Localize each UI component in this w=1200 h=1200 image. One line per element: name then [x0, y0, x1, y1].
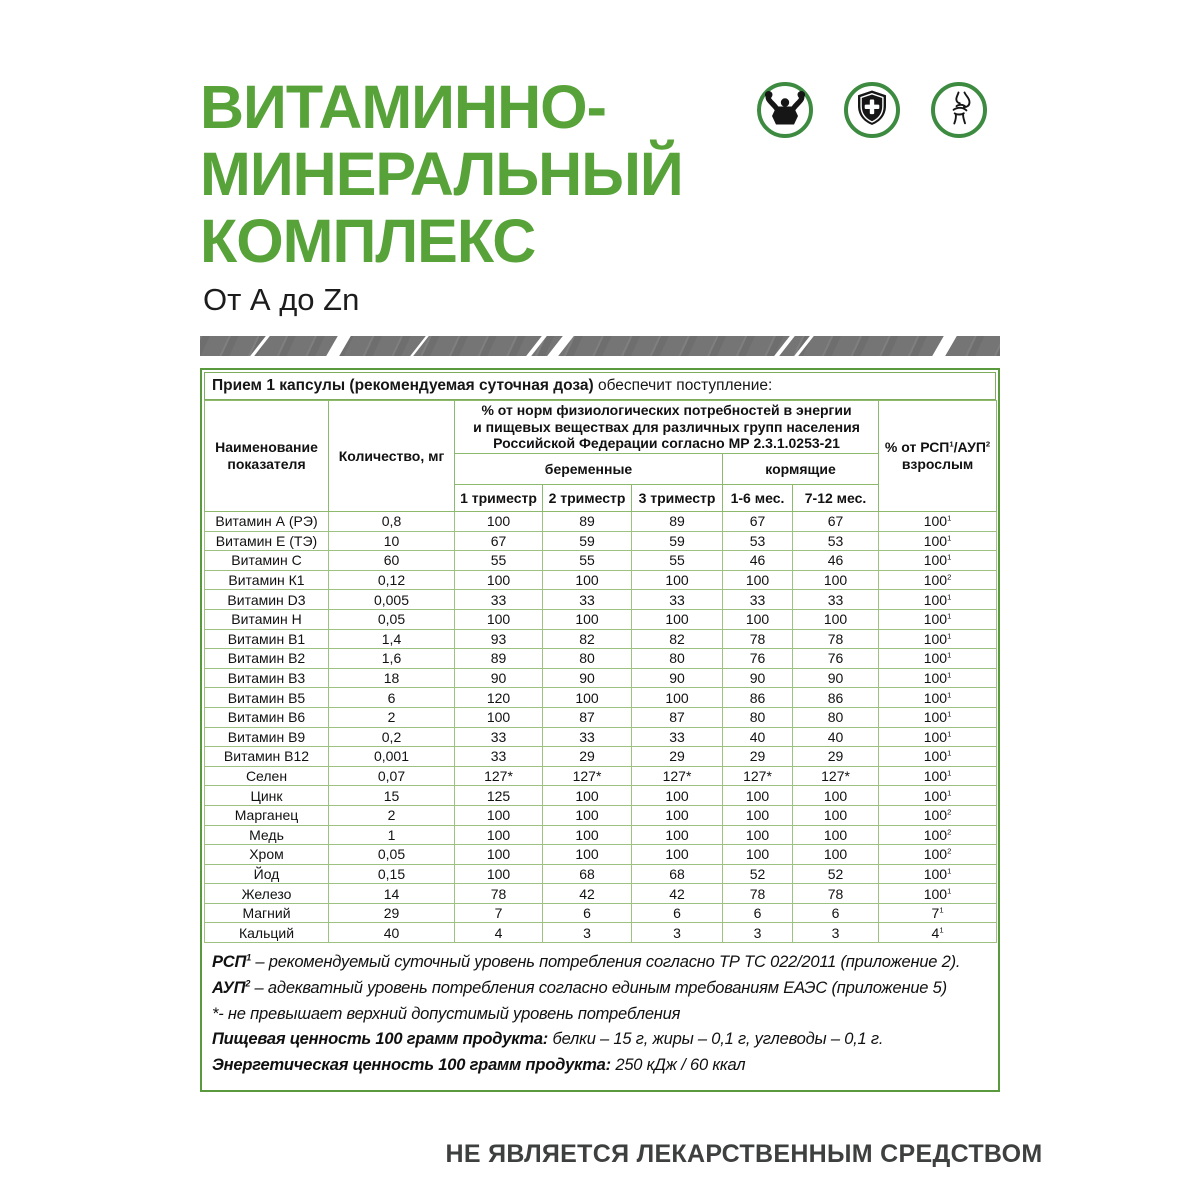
table-row: [205, 884, 997, 904]
intake-intro-rest: обеспечит поступление:: [593, 377, 773, 394]
norms-header-line: Российской Федерации согласно МР 2.3.1.0253-21: [493, 435, 840, 452]
rsp-cell: $7^1$: [879, 903, 997, 923]
col-header-trimester-3: 3 триместр: [632, 485, 723, 512]
subtitle: От А до Zn: [203, 282, 360, 317]
amount-cell: 10: [329, 531, 455, 551]
amount-cell: 1,4: [329, 629, 455, 649]
percent-cell: 55: [543, 551, 632, 571]
table-row: [205, 786, 997, 806]
rsp-cell: $100^2$: [879, 570, 997, 590]
rsp-cell: $100^1$: [879, 688, 997, 708]
percent-cell: 80: [793, 707, 879, 727]
rsp-cell: $100^1$: [879, 747, 997, 767]
percent-cell: 89: [455, 649, 543, 669]
percent-cell: 100: [455, 512, 543, 532]
percent-cell: 90: [793, 668, 879, 688]
metal-slash: [405, 336, 433, 356]
table-row: [205, 845, 997, 865]
percent-cell: 33: [455, 747, 543, 767]
percent-cell: 76: [793, 649, 879, 669]
amount-cell: 0,8: [329, 512, 455, 532]
rsp-header-line1: [879, 439, 996, 456]
amount-cell: 60: [329, 551, 455, 571]
percent-cell: 3: [632, 923, 723, 943]
indicator-name-cell: Витамин В1: [205, 629, 329, 649]
rsp-cell: $100^1$: [879, 786, 997, 806]
percent-cell: 52: [793, 864, 879, 884]
percent-cell: 6: [793, 903, 879, 923]
indicator-name-cell: Витамин Н: [205, 609, 329, 629]
col-header-months-7-12: 7-12 мес.: [793, 485, 879, 512]
percent-cell: 33: [455, 727, 543, 747]
rsp-prefix: % от РСП: [884, 439, 950, 455]
percent-cell: 100: [455, 609, 543, 629]
percent-cell: 127*: [632, 766, 723, 786]
rsp-cell: $100^1$: [879, 609, 997, 629]
rsp-cell: $100^2$: [879, 845, 997, 865]
col-header-nursing: кормящие: [723, 454, 879, 485]
metal-slash: [929, 336, 960, 356]
percent-cell: 33: [723, 590, 793, 610]
col-header-trimester-1: 1 триместр: [455, 485, 543, 512]
table-row: [205, 531, 997, 551]
joint-icon: [930, 81, 988, 139]
rsp-cell: $100^1$: [879, 551, 997, 571]
amount-cell: 0,05: [329, 609, 455, 629]
percent-cell: 29: [632, 747, 723, 767]
percent-cell: 42: [543, 884, 632, 904]
percent-cell: 46: [793, 551, 879, 571]
amount-cell: 1,6: [329, 649, 455, 669]
percent-cell: 100: [632, 688, 723, 708]
percent-cell: 68: [632, 864, 723, 884]
percent-cell: 127*: [723, 766, 793, 786]
nutrition-table: [204, 400, 997, 943]
amount-cell: 40: [329, 923, 455, 943]
percent-cell: 6: [632, 903, 723, 923]
rsp-cell: $100^1$: [879, 512, 997, 532]
percent-cell: 100: [543, 786, 632, 806]
percent-cell: 100: [455, 845, 543, 865]
indicator-name-cell: Железо: [205, 884, 329, 904]
percent-cell: 100: [455, 864, 543, 884]
table-body: [205, 512, 997, 943]
footnote-line: АУП$^2$ – адекватный уровень потребления согласно единым требованиям ЕАЭС (приложение 5): [212, 978, 947, 997]
indicator-name-cell: Витамин Е (ТЭ): [205, 531, 329, 551]
table-row: [205, 903, 997, 923]
percent-cell: 100: [543, 825, 632, 845]
amount-cell: 2: [329, 707, 455, 727]
amount-cell: 14: [329, 884, 455, 904]
percent-cell: 40: [723, 727, 793, 747]
percent-cell: 29: [793, 747, 879, 767]
percent-cell: 87: [543, 707, 632, 727]
percent-cell: 100: [455, 805, 543, 825]
percent-cell: 89: [543, 512, 632, 532]
percent-cell: 100: [723, 825, 793, 845]
percent-cell: 78: [723, 629, 793, 649]
intake-intro-bold: Прием 1 капсулы (рекомендуемая суточная доза): [212, 377, 594, 394]
amount-cell: 15: [329, 786, 455, 806]
percent-cell: 86: [723, 688, 793, 708]
percent-cell: 59: [632, 531, 723, 551]
nutrition-info-box: [200, 368, 1000, 1092]
percent-cell: 6: [543, 903, 632, 923]
metal-slash: [789, 336, 818, 356]
indicator-name-cell: Марганец: [205, 805, 329, 825]
rsp-cell: $100^1$: [879, 531, 997, 551]
rsp-cell: $100^1$: [879, 766, 997, 786]
table-row: [205, 629, 997, 649]
benefit-icons: [756, 81, 988, 139]
indicator-name-cell: Магний: [205, 903, 329, 923]
indicator-name-cell: Витамин В9: [205, 727, 329, 747]
percent-cell: 78: [455, 884, 543, 904]
table-row: [205, 609, 997, 629]
percent-cell: 100: [632, 609, 723, 629]
percent-cell: 33: [632, 590, 723, 610]
percent-cell: 93: [455, 629, 543, 649]
rsp-cell: $100^1$: [879, 727, 997, 747]
percent-cell: 100: [632, 786, 723, 806]
percent-cell: 89: [632, 512, 723, 532]
percent-cell: 80: [543, 649, 632, 669]
amount-cell: 0,05: [329, 845, 455, 865]
percent-cell: 90: [632, 668, 723, 688]
footnote-line: *- не превышает верхний допустимый уровень потребления: [212, 1004, 681, 1023]
percent-cell: 80: [632, 649, 723, 669]
rsp-cell: $100^1$: [879, 590, 997, 610]
percent-cell: 29: [723, 747, 793, 767]
rsp-cell: $100^1$: [879, 707, 997, 727]
percent-cell: 100: [632, 825, 723, 845]
percent-cell: 55: [632, 551, 723, 571]
percent-cell: 100: [632, 805, 723, 825]
indicator-name-cell: Витамин В12: [205, 747, 329, 767]
col-header-norms-group: [455, 401, 879, 454]
amount-cell: 0,005: [329, 590, 455, 610]
table-row: [205, 825, 997, 845]
table-row: [205, 923, 997, 943]
metal-slash: [245, 336, 274, 356]
percent-cell: 100: [543, 688, 632, 708]
amount-cell: 0,2: [329, 727, 455, 747]
footnote-line: РСП$^1$ – рекомендуемый суточный уровень потребления согласно ТР ТС 022/2011 (приложение 2).: [212, 952, 961, 972]
percent-cell: 125: [455, 786, 543, 806]
page-title-line: ВИТАМИННО-: [200, 73, 606, 141]
indicator-name-cell: Витамин А (РЭ): [205, 512, 329, 532]
percent-cell: 7: [455, 903, 543, 923]
table-row: [205, 570, 997, 590]
intake-intro: [204, 372, 996, 400]
percent-cell: 90: [455, 668, 543, 688]
percent-cell: 67: [455, 531, 543, 551]
shield-plus-icon: [843, 81, 901, 139]
metal-slash: [323, 336, 354, 356]
page-title-line: МИНЕРАЛЬНЫЙ: [200, 140, 683, 208]
rsp-cell: $100^1$: [879, 884, 997, 904]
indicator-name-cell: Витамин D3: [205, 590, 329, 610]
col-header-amount: Количество, мг: [329, 401, 455, 512]
amount-cell: 29: [329, 903, 455, 923]
percent-cell: 40: [793, 727, 879, 747]
percent-cell: 100: [793, 805, 879, 825]
indicator-name-cell: Кальций: [205, 923, 329, 943]
indicator-name-cell: Витамин С: [205, 551, 329, 571]
rsp-header-line2: взрослым: [901, 456, 974, 472]
percent-cell: 53: [723, 531, 793, 551]
percent-cell: 100: [793, 570, 879, 590]
indicator-name-cell: Витамин В6: [205, 707, 329, 727]
metal-slash: [521, 336, 551, 356]
percent-cell: 68: [543, 864, 632, 884]
indicator-name-cell: Витамин В3: [205, 668, 329, 688]
indicator-name-cell: Йод: [205, 864, 329, 884]
col-header-indicator: Наименование показателя: [205, 401, 329, 512]
percent-cell: 100: [543, 845, 632, 865]
percent-cell: 33: [793, 590, 879, 610]
rsp-cell: $4^1$: [879, 923, 997, 943]
col-header-rsp: [879, 401, 997, 512]
col-header-pregnant: беременные: [455, 454, 723, 485]
percent-cell: 33: [543, 590, 632, 610]
rsp-cell: $100^1$: [879, 629, 997, 649]
percent-cell: 59: [543, 531, 632, 551]
footnotes: [204, 943, 996, 1088]
rsp-cell: $100^1$: [879, 649, 997, 669]
indicator-name-cell: Витамин К1: [205, 570, 329, 590]
indicator-name-cell: Витамин В5: [205, 688, 329, 708]
table-row: [205, 864, 997, 884]
footnote-line: Пищевая ценность 100 грамм продукта: белки – 15 г, жиры – 0,1 г, углеводы – 0,1 г.: [212, 1030, 884, 1049]
amount-cell: 18: [329, 668, 455, 688]
percent-cell: 52: [723, 864, 793, 884]
percent-cell: 3: [793, 923, 879, 943]
table-row: [205, 766, 997, 786]
indicator-name-cell: Медь: [205, 825, 329, 845]
percent-cell: 100: [723, 786, 793, 806]
percent-cell: 33: [632, 727, 723, 747]
percent-cell: 100: [793, 845, 879, 865]
table-row: [205, 727, 997, 747]
indicator-name-cell: Витамин В2: [205, 649, 329, 669]
amount-cell: 1: [329, 825, 455, 845]
percent-cell: 100: [723, 845, 793, 865]
col-header-months-1-6: 1-6 мес.: [723, 485, 793, 512]
norms-header-line: % от норм физиологических потребностей в энергии: [481, 402, 852, 419]
rsp-cell: $100^2$: [879, 825, 997, 845]
norms-header-line: и пищевых веществах для различных групп населения: [473, 418, 860, 435]
percent-cell: 90: [543, 668, 632, 688]
percent-cell: 100: [455, 825, 543, 845]
amount-cell: 0,001: [329, 747, 455, 767]
percent-cell: 100: [723, 570, 793, 590]
percent-cell: 100: [543, 805, 632, 825]
percent-cell: 82: [632, 629, 723, 649]
table-row: [205, 590, 997, 610]
percent-cell: 33: [455, 590, 543, 610]
indicator-name-cell: Хром: [205, 845, 329, 865]
percent-cell: 67: [793, 512, 879, 532]
percent-cell: 127*: [793, 766, 879, 786]
percent-cell: 76: [723, 649, 793, 669]
percent-cell: 100: [455, 707, 543, 727]
percent-cell: 100: [632, 845, 723, 865]
col-header-trimester-2: 2 триместр: [543, 485, 632, 512]
percent-cell: 33: [543, 727, 632, 747]
percent-cell: 100: [793, 825, 879, 845]
table-row: [205, 668, 997, 688]
metal-slash: [542, 336, 578, 356]
percent-cell: 100: [455, 570, 543, 590]
percent-cell: 78: [793, 884, 879, 904]
rsp-sup2: 2: [985, 439, 991, 449]
percent-cell: 80: [723, 707, 793, 727]
percent-cell: 90: [723, 668, 793, 688]
rsp-sup1: 1: [949, 439, 954, 449]
table-row: [205, 707, 997, 727]
percent-cell: 82: [543, 629, 632, 649]
amount-cell: 6: [329, 688, 455, 708]
muscle-icon: [756, 81, 814, 139]
table-row: [205, 551, 997, 571]
percent-cell: 120: [455, 688, 543, 708]
rsp-cell: $100^1$: [879, 864, 997, 884]
percent-cell: 67: [723, 512, 793, 532]
table-row: [205, 688, 997, 708]
amount-cell: 2: [329, 805, 455, 825]
percent-cell: 100: [543, 609, 632, 629]
percent-cell: 86: [793, 688, 879, 708]
amount-cell: 0,12: [329, 570, 455, 590]
table-row: [205, 649, 997, 669]
table-row: [205, 805, 997, 825]
indicator-name-cell: Селен: [205, 766, 329, 786]
page-title: [200, 74, 683, 275]
percent-cell: 46: [723, 551, 793, 571]
metal-divider-bar: [200, 336, 1000, 356]
table-row: [205, 747, 997, 767]
percent-cell: 100: [793, 609, 879, 629]
percent-cell: 4: [455, 923, 543, 943]
footnote-line: Энергетическая ценность 100 грамм продукта: 250 кДж / 60 ккал: [212, 1056, 746, 1075]
percent-cell: 3: [723, 923, 793, 943]
percent-cell: 3: [543, 923, 632, 943]
rsp-mid: /АУП: [953, 439, 986, 455]
percent-cell: 100: [632, 570, 723, 590]
rsp-cell: $100^1$: [879, 668, 997, 688]
table-row: [205, 512, 997, 532]
rsp-cell: $100^2$: [879, 805, 997, 825]
percent-cell: 87: [632, 707, 723, 727]
percent-cell: 100: [793, 786, 879, 806]
indicator-name-cell: Цинк: [205, 786, 329, 806]
amount-cell: 0,07: [329, 766, 455, 786]
percent-cell: 100: [723, 609, 793, 629]
percent-cell: 53: [793, 531, 879, 551]
percent-cell: 42: [632, 884, 723, 904]
amount-cell: 0,15: [329, 864, 455, 884]
percent-cell: 6: [723, 903, 793, 923]
percent-cell: 29: [543, 747, 632, 767]
percent-cell: 55: [455, 551, 543, 571]
percent-cell: 127*: [455, 766, 543, 786]
disclaimer: НЕ ЯВЛЯЕТСЯ ЛЕКАРСТВЕННЫМ СРЕДСТВОМ: [445, 1140, 1043, 1168]
percent-cell: 100: [543, 570, 632, 590]
percent-cell: 78: [723, 884, 793, 904]
percent-cell: 78: [793, 629, 879, 649]
page-title-line: КОМПЛЕКС: [200, 207, 536, 275]
percent-cell: 100: [723, 805, 793, 825]
percent-cell: 127*: [543, 766, 632, 786]
